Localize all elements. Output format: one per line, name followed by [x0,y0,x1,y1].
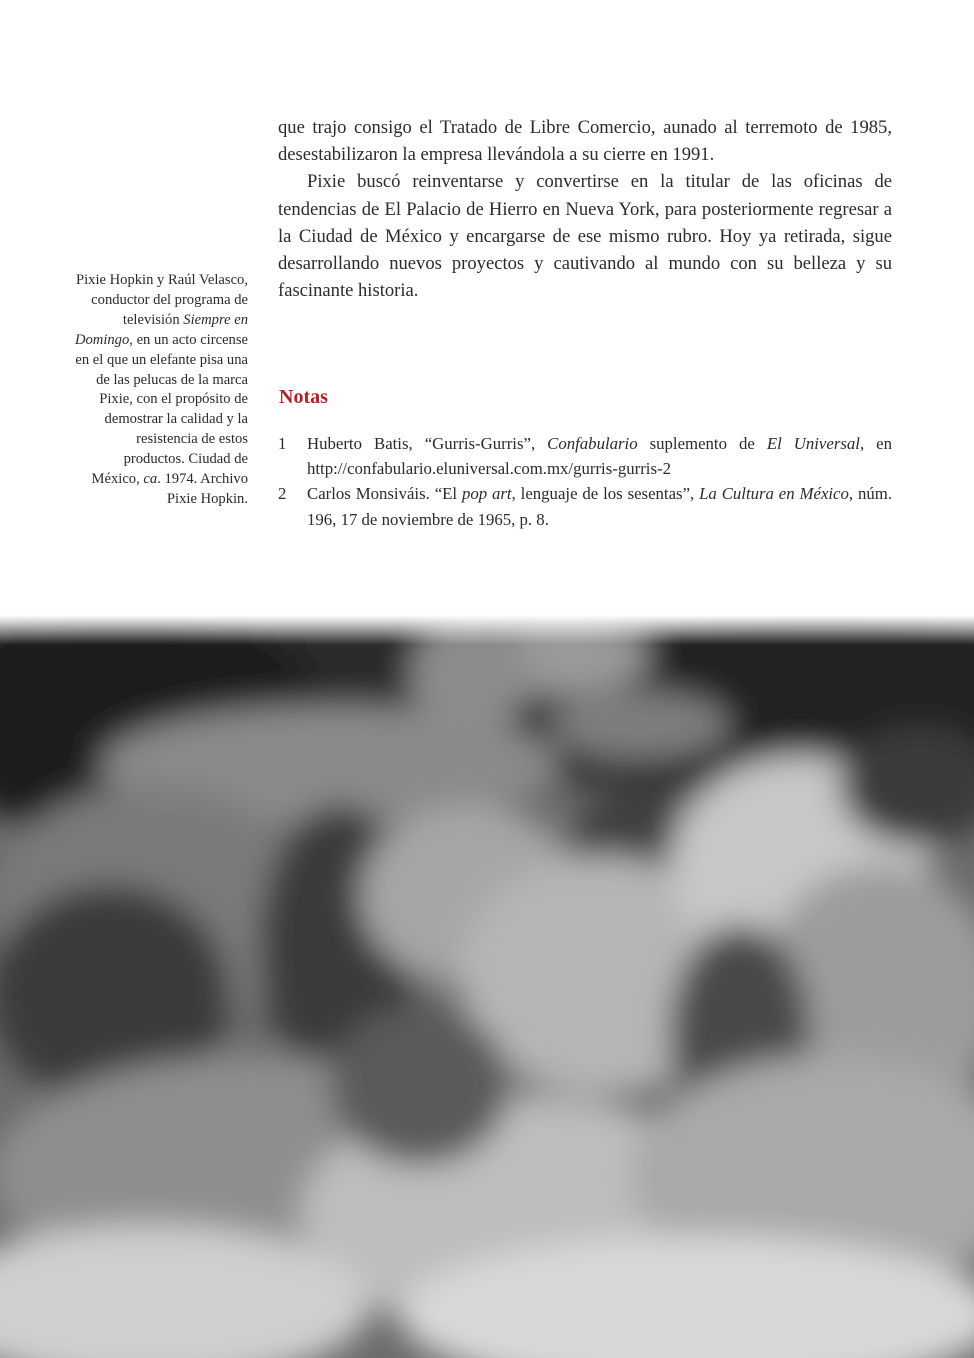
note-item [278,431,892,481]
note-number: 1 [278,434,287,453]
note-text: Huberto Batis, “Gurris-Gurris”, [307,434,548,453]
caption-circa: ca [143,471,158,488]
note-italic-title: Confabulario [547,434,638,453]
note-number: 2 [278,484,287,504]
note-italic-title: La Cultura en México [699,484,849,504]
archival-photo [0,615,974,1358]
note-text: suplemento de [637,434,767,453]
note-text: , lenguaje de los sesentas”, [511,484,700,504]
note-item [278,481,892,531]
main-body-text [278,114,892,304]
note-text: , en http://confabulario.eluniversal.com.mx/gurris-gurris-2 [307,434,892,479]
photo-caption [74,271,248,510]
body-paragraph-2: Pixie buscó reinventarse y convertirse en la titular de las oficinas de tendencias de El Palacio de Hierro en Nueva York, para posteriormente regresar a la Ciudad de México y encargarse de ese mismo rubro. Hoy ya retirada, sigue desarrollando nuevos proyectos y cautivando al mundo con su belleza y su fascinante historia. [278,171,892,302]
caption-text-2: , en un acto circense en el que un elefante pisa una de las pelucas de la marca Pixie, con el propósito de demostrar la calidad y la resistencia de estos productos. Ciudad de México, [75,331,248,488]
note-italic-title: El Universal [766,434,860,453]
caption-text-3: . 1974. Archivo Pixie Hopkin. [157,471,248,507]
caption-show-title: Siempre en Domingo [74,311,248,348]
notes-heading: Notas [279,386,328,408]
note-italic-title: pop art [461,484,512,504]
blurred-photo-graphic [0,615,974,1358]
note-text: Carlos Monsiváis. “El [307,484,462,504]
body-paragraph-1: que trajo consigo el Tratado de Libre Comercio, aunado al terremoto de 1985, desestabilizaron la empresa llevándola a su cierre en 1991. [278,117,892,166]
note-text: , núm. 196, 17 de noviembre de 1965, p. 8. [307,484,893,529]
notes-list [278,431,892,532]
caption-text-1: Pixie Hopkin y Raúl Velasco, conductor del programa de televisión [75,272,248,328]
